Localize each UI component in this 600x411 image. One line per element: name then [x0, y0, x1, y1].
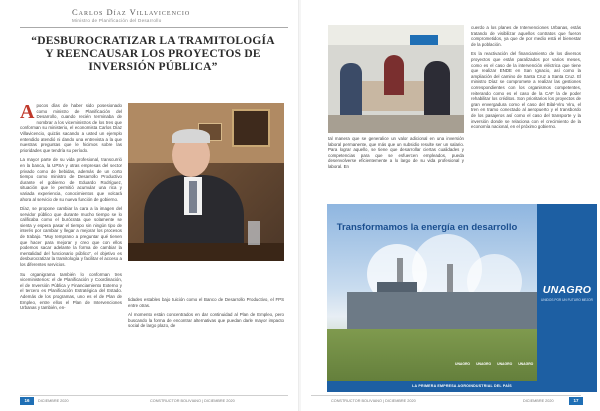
paragraph: Es la reactivación del financiamiento de los diversos proyectos que están paralizados por varios meses, como es el caso de la intervención eléctrica que tiene que realizar ENDE en San Ignacio, así como la ampliación del camino de Santa Cruz a Santa Cruz. El ministro Díaz se compromete a realizar las gestiones correspondientes con los organismos competentes, reiterando como es el caso de la CAF la de poder rehabilitar los créditos. Son prioritarios los proyectos de gran envergadura como el caso del Bilal-Viru Viru, el tren en tramo conectado al aeropuerto y el transbordo de los pasajeros así como el caso del transporte y la inversión donde se relaciona con el crecimiento de la economía nacional, en el próximo gobierno.: [471, 51, 581, 130]
factory: [347, 292, 537, 332]
drop-cap: A: [20, 101, 35, 123]
footer-date: DICIEMBRE 2020: [38, 399, 69, 403]
author-name: Carlos Díaz Villavicencio: [72, 7, 191, 17]
article-column-2: [128, 297, 284, 333]
office-photo: [328, 25, 464, 133]
page-number: 16: [20, 397, 34, 405]
person: [384, 55, 404, 95]
minister-photo: [128, 103, 284, 261]
wall-painting: [232, 109, 270, 147]
footer-publication: CONSTRUCTOR BOLIVIANO | DICIEMBRE 2020: [150, 399, 235, 403]
article-title: “DESBUROCRATIZAR LA TRAMITOLOGÍA Y REENCAUSAR LOS PROYECTOS DE INVERSIÓN PÚBLICA”: [31, 35, 275, 73]
brand-label: UNAGRO: [455, 362, 471, 366]
ad-tagline: LA PRIMERA EMPRESA AGROINDUSTRIAL DEL PAÍS: [327, 381, 597, 392]
article-column-1: [20, 103, 122, 315]
page-number: 17: [569, 397, 583, 405]
article-column-4: [471, 25, 581, 134]
paragraph: La mayor parte de su vida profesional, transcurrió en la banca, la UPSA y otras empresas del sector privado como de bebidas, además de un corto tiempo como ministro de Desarrollo Productivo durante el gobierno de Eduardo Rodríguez, situación que le permitió acumular una rica y variada experiencia, conocimientos que volcará ahora al servicio de su nueva función de gobierno.: [20, 157, 122, 202]
paragraph: Díaz, se propone cambiar la cara a la imagen del servidor público que durante mucho tiempo se lo calificaba como el burócrata que solamente se sienta y espera pasar el tiempo sin ningún tipo de interés por cambiar y llegar a mejorar los procesos de trabajo. “Muy temprano a preguntar qué tienen que hacer para mejorar y creo que con ellos podemos sacar adelante la forma de cambiar la mentalidad del funcionario público”, el objetivo es desburocratizar la tramitología y facilitar el acceso a los diferentes servicios.: [20, 206, 122, 268]
left-page: [0, 0, 299, 411]
article-column-3: [328, 136, 464, 174]
right-page: [301, 0, 600, 411]
office-sign: [410, 35, 438, 45]
paragraph: cuerdo a los planes de Intervenciones Urbanas, estás tratando de visibilizar aquellos contratos que fueron comprometidos, ya que de por medio está el bienestar de la población.: [471, 25, 581, 47]
footer-date: DICIEMBRE 2020: [523, 399, 554, 403]
header-divider: [20, 27, 288, 28]
unagro-logo: UNAGRO: [542, 284, 592, 296]
person: [340, 63, 362, 123]
person: [424, 61, 450, 123]
unagro-advertisement: [327, 204, 597, 392]
ad-headline: Transformamos la energía en desarrollo: [336, 222, 518, 233]
brand-label: UNAGRO: [518, 362, 534, 366]
paragraph: Al momento están concentrados en dar continuidad al Plan de Empleo, pero buscando la forma de encontrar alternativas que puedan darle mayor impacto social de largo plazo, de: [128, 312, 284, 329]
author-role: Ministro de Planificación del Desarrollo: [72, 18, 162, 23]
brand-label: UNAGRO: [497, 362, 513, 366]
footer-publication: CONSTRUCTOR BOLIVIANO | DICIEMBRE 2020: [331, 399, 416, 403]
paragraph: Apocos días de haber sido posesionado como ministro de Planificación del Desarrollo, cuando recién terminaba de nombrar a los viceministros de los tres que conforman su ministerio, el economista Carlos Díaz Villavicencio, quizás sacando a usted un ejemplo entendido atendió ni dando una entrevista a la que nuestras preguntas que le hicimos sobre las prioridades que tendría su período.: [20, 101, 122, 153]
brand-label: UNAGRO: [476, 362, 492, 366]
footer-divider: [20, 395, 288, 396]
paragraph: tal manera que se generalice un valor adicional en una inversión laboral permanente, que más que un subsidio resulte ser un salario. Para lograr aquello, se tiene que desarrollar ciertas cualidades y competencias para que se esfuercen empleados, pueda desenvolverse eficientemente a lo largo de su vida profesional y laboral. En: [328, 136, 464, 169]
brand-row: [455, 362, 545, 374]
paragraph: tidades estables bajo tuición como el Banco de Desarrollo Productivo, el FPS entre otras.: [128, 297, 284, 308]
logo-subtitle: UNIDOS POR UN FUTURO MEJOR: [541, 298, 593, 302]
footer-divider: [311, 395, 581, 396]
paragraph: Su organigrama también lo conforman tres viceministerios: el de Planificación y Coordinación, el de Inversión Pública y Financiamiento Externo y el tercero es Planificación Estratégica del Estado. Además de los programas, uno es el de Plan de Empleo, entre ellos el Plan de Intervenciones Urbanas y también, en-: [20, 271, 122, 311]
